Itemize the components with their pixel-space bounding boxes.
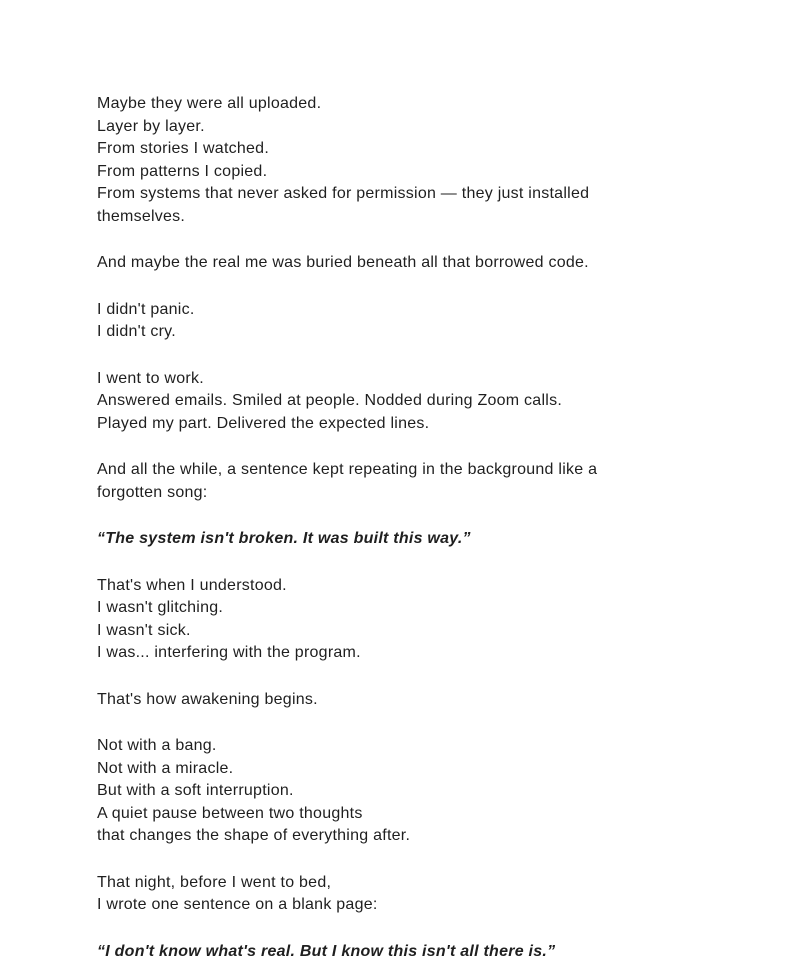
text-line: From systems that never asked for permission — they just installed <box>97 185 590 202</box>
paragraph <box>97 299 645 344</box>
text-line: Played my part. Delivered the expected lines. <box>97 414 430 432</box>
text-line: I didn't panic. <box>97 300 195 318</box>
text-line: I wasn't sick. <box>97 621 191 639</box>
text-line: That's how awakening begins. <box>97 690 318 708</box>
text-line: themselves. <box>97 207 186 225</box>
text-line: And all the while, a sentence kept repeating in the background like a <box>97 461 598 478</box>
paragraph <box>97 872 645 917</box>
text-line: That night, before I went to bed, <box>97 873 332 891</box>
paragraph <box>97 252 645 275</box>
text-line: Maybe they were all uploaded. <box>97 95 322 112</box>
document-body <box>97 93 645 963</box>
text-line: And maybe the real me was buried beneath all that borrowed code. <box>97 254 589 271</box>
text-line: That's when I understood. <box>97 576 287 594</box>
text-line: I didn't cry. <box>97 323 176 340</box>
text-line: I wasn't glitching. <box>97 599 224 616</box>
text-line: Layer by layer. <box>97 117 205 135</box>
text-line: Not with a bang. <box>97 737 217 754</box>
text-line: But with a soft interruption. <box>97 782 294 799</box>
paragraph <box>97 93 645 228</box>
text-line: From patterns I copied. <box>97 162 268 180</box>
text-line: forgotten song: <box>97 483 208 501</box>
text-line: Answered emails. Smiled at people. Nodded during Zoom calls. <box>97 392 563 409</box>
paragraph <box>97 459 645 504</box>
paragraph <box>97 735 645 848</box>
text-line: I went to work. <box>97 369 204 387</box>
quote-paragraph <box>97 528 645 551</box>
text-line: A quiet pause between two thoughts <box>97 804 363 822</box>
quote-paragraph <box>97 941 645 964</box>
text-line: Not with a miracle. <box>97 759 234 777</box>
text-line: that changes the shape of everything after. <box>97 827 411 844</box>
paragraph <box>97 575 645 665</box>
text-line: “The system isn't broken. It was built this way.” <box>97 530 471 547</box>
text-line: I wrote one sentence on a blank page: <box>97 896 378 913</box>
text-line: “I don't know what's real. But I know this isn't all there is.” <box>97 942 556 960</box>
paragraph <box>97 689 645 712</box>
text-line: I was... interfering with the program. <box>97 644 361 661</box>
text-line: From stories I watched. <box>97 140 270 157</box>
paragraph <box>97 368 645 436</box>
